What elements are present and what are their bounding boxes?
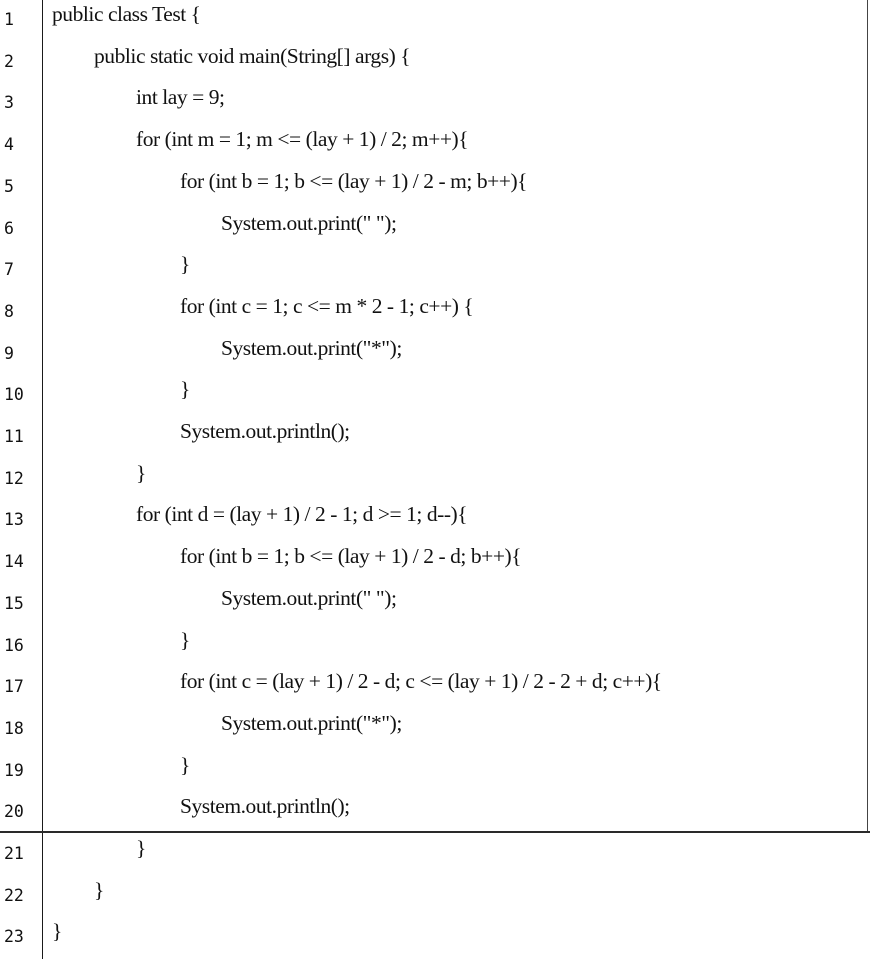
line-code-text: for (int c = (lay + 1) / 2 - d; c <= (lay + 1) / 2 - 2 + d; c++){ xyxy=(180,669,662,694)
code-line xyxy=(0,0,870,42)
line-number: 7 xyxy=(4,260,14,280)
line-code-text: int lay = 9; xyxy=(136,85,225,110)
line-code-text: System.out.print(" "); xyxy=(221,585,397,610)
line-code-text: } xyxy=(180,377,190,402)
line-number: 1 xyxy=(4,10,14,29)
code-line xyxy=(0,334,870,376)
code-line xyxy=(0,542,870,584)
line-number: 8 xyxy=(4,301,14,321)
code-line xyxy=(0,500,870,542)
line-code-text: } xyxy=(180,252,190,277)
code-line xyxy=(0,917,870,959)
code-line xyxy=(0,42,870,84)
line-code-text: for (int m = 1; m <= (lay + 1) / 2; m++){ xyxy=(136,127,469,152)
line-code-text: for (int b = 1; b <= (lay + 1) / 2 - m; b++){ xyxy=(180,168,528,193)
line-code-text: System.out.println(); xyxy=(180,794,350,819)
code-line xyxy=(0,375,870,417)
line-code-text: for (int d = (lay + 1) / 2 - 1; d >= 1; d--){ xyxy=(136,502,468,527)
line-code-text: System.out.print("*"); xyxy=(221,335,402,360)
line-number: 11 xyxy=(4,427,24,446)
line-number: 5 xyxy=(4,176,14,196)
code-line xyxy=(0,876,870,918)
line-number: 19 xyxy=(4,760,24,780)
line-code-text: System.out.println(); xyxy=(180,419,350,443)
code-line xyxy=(0,792,870,834)
line-number: 22 xyxy=(4,885,24,905)
line-code-text: } xyxy=(94,877,104,902)
line-number: 4 xyxy=(4,135,14,155)
line-number: 23 xyxy=(4,927,24,947)
line-number: 10 xyxy=(4,385,24,405)
line-number: 14 xyxy=(4,552,24,572)
code-line xyxy=(0,417,870,459)
code-line xyxy=(0,125,870,167)
line-code-text: public class Test { xyxy=(52,2,201,26)
line-code-text: } xyxy=(52,919,62,944)
line-code-text: System.out.print("*"); xyxy=(221,710,402,735)
line-code-text: } xyxy=(136,460,146,485)
code-line xyxy=(0,292,870,334)
line-number: 15 xyxy=(4,593,24,613)
line-number: 17 xyxy=(4,677,24,697)
line-number: 20 xyxy=(4,802,24,822)
code-line xyxy=(0,751,870,793)
line-code-text: } xyxy=(180,752,190,777)
line-number: 18 xyxy=(4,718,24,738)
code-line xyxy=(0,209,870,251)
line-number: 3 xyxy=(4,93,14,113)
code-line xyxy=(0,709,870,751)
code-line xyxy=(0,834,870,876)
line-code-text: System.out.print(" "); xyxy=(221,210,397,235)
line-number: 9 xyxy=(4,343,14,363)
line-number: 21 xyxy=(4,844,24,863)
line-number: 13 xyxy=(4,510,24,530)
code-line xyxy=(0,250,870,292)
line-code-text: } xyxy=(180,627,190,652)
line-code-text: for (int b = 1; b <= (lay + 1) / 2 - d; b++){ xyxy=(180,544,522,569)
line-code-text: for (int c = 1; c <= m * 2 - 1; c++) { xyxy=(180,293,474,318)
code-line xyxy=(0,626,870,668)
line-code-text: } xyxy=(136,836,146,860)
line-code-text: public static void main(String[] args) { xyxy=(94,43,411,68)
code-line xyxy=(0,584,870,626)
line-number: 6 xyxy=(4,218,14,238)
code-line xyxy=(0,667,870,709)
code-line xyxy=(0,167,870,209)
line-number: 2 xyxy=(4,51,14,71)
code-line xyxy=(0,83,870,125)
code-line xyxy=(0,459,870,501)
line-number: 12 xyxy=(4,468,24,488)
line-number: 16 xyxy=(4,635,24,655)
